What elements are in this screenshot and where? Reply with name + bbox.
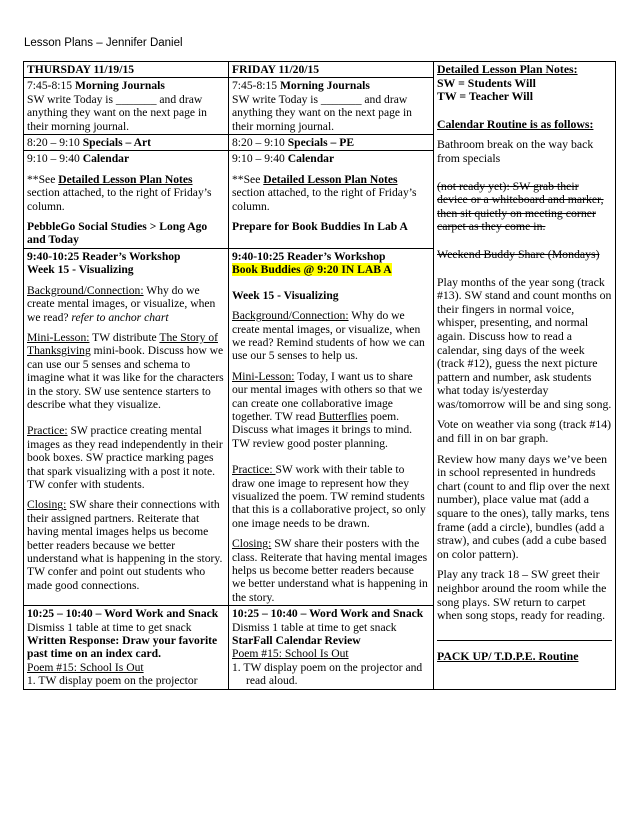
fri-specials-cell: 8:20 – 9:10 Specials – PE	[229, 135, 434, 151]
list-item: 1. TW display poem on the projector	[27, 674, 198, 688]
days-review-note: Review how many days we’ve been in school represented in hundreds chart (count to and flip over the next number), place value mat (add a square to the ones), tally marks, tens frame (add a circle), bundles (add a straw), and cubes (add a cube based on color pattern).	[437, 451, 610, 561]
detailed-notes-link[interactable]: Detailed Lesson Plan Notes	[58, 172, 193, 186]
weekend-buddy-note: Weekend Buddy Share (Mondays)	[437, 246, 600, 261]
notes-title: Detailed Lesson Plan Notes:	[437, 62, 578, 76]
months-song-note: Play months of the year song (track #13). SW stand and count months on their fingers in normal voice, whisper, presenting, and normal again. Discuss how to read a calendar, sing days of the week (track #12), guess the next picture pattern and number, ask students what today is/yesterday was/tomorrow will be and sing song.	[437, 274, 612, 411]
list-item: 1. TW display poem on the projector and read aloud.	[232, 660, 423, 688]
thu-calendar-extra: PebbleGo Social Studies > Long Ago and Today	[27, 220, 208, 247]
fri-readers-workshop-cell: 9:40-10:25 Reader’s Workshop Book Buddies @ 9:20 IN LAB A Week 15 - Visualizing Background/Connection: Why do we create mental images, or visualize, when we read? Remind students of how we can use our 5 senses to help us. Mini-Lesson: Today, I want us to share our mental images with others so that we can create one collaborative image together. TW read Butterflies poem. Discuss what images it brings to mind. TW review good poster planning. Practice: SW work with their table to draw one image to represent how they visualized the poem. TW remind students that this is a collaborative project, so only one image needs to be drawn. Closing: SW share their posters with the class. Reiterate that having mental images helps us become better readers because we better understand what is happening in the story.	[229, 248, 434, 605]
thursday-header: THURSDAY 11/19/15	[24, 62, 229, 78]
thu-word-work-cell: 10:25 – 10:40 – Word Work and Snack Dismiss 1 table at time to get snack Written Response: Draw your favorite past time on an index card. Poem #15: School Is Out 1. TW display poem on the projector	[24, 606, 229, 689]
tw-definition: TW = Teacher Will	[437, 89, 533, 104]
thu-specials-cell: 8:20 – 9:10 Specials – Art	[24, 135, 229, 151]
bathroom-note: Bathroom break on the way back from specials	[437, 137, 594, 165]
track-18-note: Play any track 18 – SW greet their neighbor around the room while the song plays. SW return to carpet when song stops, ready for reading.	[437, 567, 607, 623]
fri-calendar-cell: 9:10 – 9:40 Calendar **See Detailed Lesson Plan Notes section attached, to the right of Friday’s column. Prepare for Book Buddies In Lab A	[229, 151, 434, 248]
friday-header: FRIDAY 11/20/15	[229, 62, 434, 78]
thu-readers-workshop-cell: 9:40-10:25 Reader’s Workshop Week 15 - Visualizing Background/Connection: Why do we create mental images, or visualize, when we read? refer to anchor chart Mini-Lesson: TW distribute The Story of Thanksgiving mini-book. Discuss how we can use our 5 senses and schema to imagine what it was like for the characters in the story. SW use sentence starters to describe what they visualize. Practice: SW practice creating mental images as they read independently in their book boxes. SW practice marking pages that spark visualizing with a post it note. TW confer with students. Closing: SW share their connections with their assigned partners. Reiterate that having mental images helps us become better readers because we better understand what is happening in the story. TW confer and point out students who made good connections.	[24, 248, 229, 605]
header-row	[24, 62, 616, 78]
thu-journals-cell: 7:45-8:15 Morning Journals SW write Today is _______ and draw anything they want on the next page in their morning journal.	[24, 78, 229, 135]
notes-column	[434, 62, 616, 690]
fri-calendar-extra: Prepare for Book Buddies In Lab A	[232, 220, 408, 234]
thu-calendar-cell: 9:10 – 9:40 Calendar **See Detailed Lesson Plan Notes section attached, to the right of Friday’s column. PebbleGo Social Studies > Long Ago and Today	[24, 151, 229, 248]
fri-word-work-cell: 10:25 – 10:40 – Word Work and Snack Dismiss 1 table at time to get snack StarFall Calendar Review Poem #15: School Is Out 1. TW display poem on the projector and read aloud.	[229, 606, 434, 689]
calendar-routine-heading: Calendar Routine is as follows:	[437, 116, 594, 131]
not-ready-note: (not ready yet): SW grab their device or a whiteboard and marker, then sit quietly on meeting corner carpet as they come in.	[437, 178, 604, 234]
pack-up-routine: PACK UP/ T.D.P.E. Routine	[437, 649, 579, 664]
fri-journals-cell: 7:45-8:15 Morning Journals SW write Today is _______ and draw anything they want on the next page in their morning journal.	[229, 78, 434, 135]
detailed-notes-link[interactable]: Detailed Lesson Plan Notes	[263, 172, 398, 186]
lesson-plan-table	[23, 61, 616, 690]
sw-definition: SW = Students Will	[437, 75, 536, 90]
weather-note: Vote on weather via song (track #14) and fill in on bar graph.	[437, 417, 612, 446]
book-buddies-highlight: Book Buddies @ 9:20 IN LAB A	[232, 263, 392, 277]
document-title: Lesson Plans – Jennifer Daniel	[24, 37, 183, 49]
